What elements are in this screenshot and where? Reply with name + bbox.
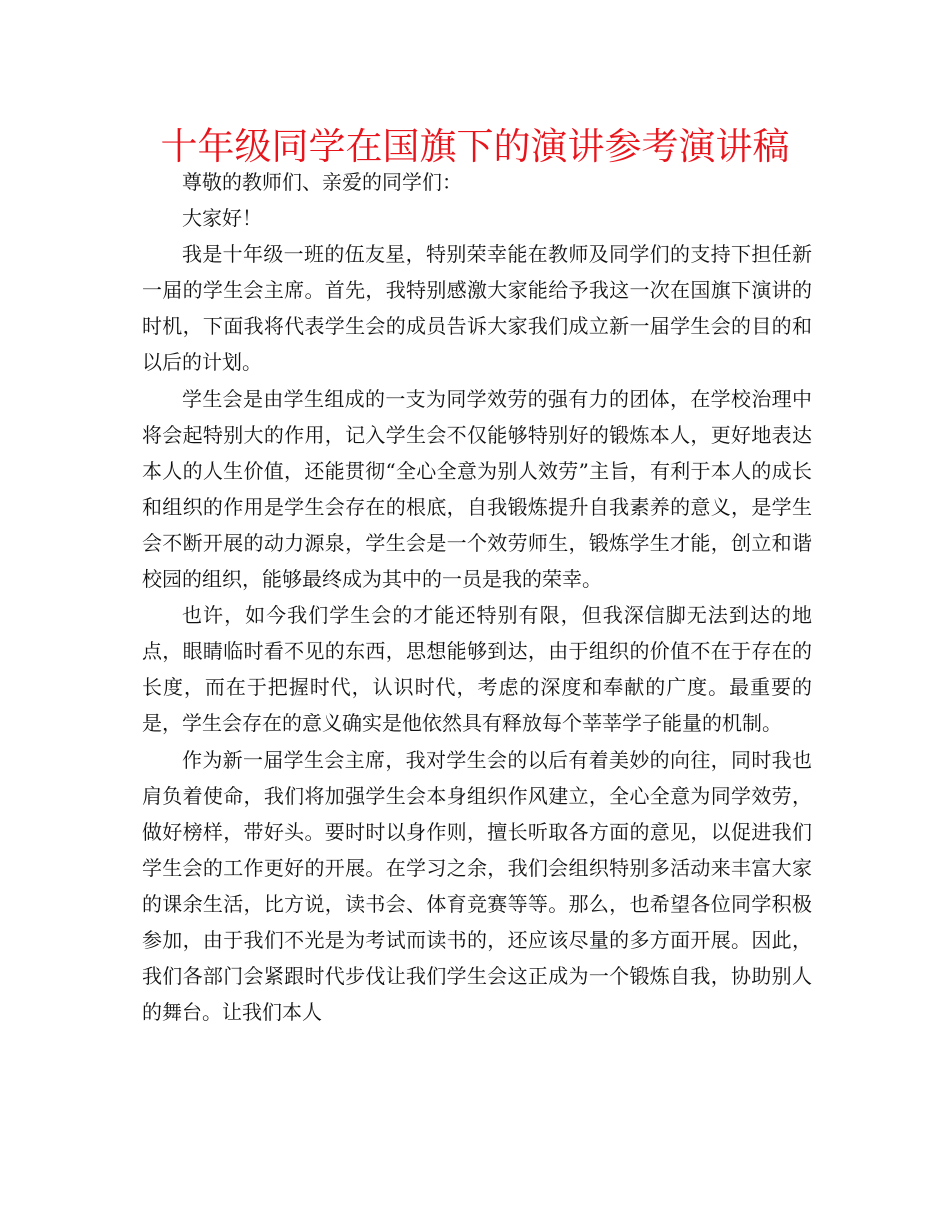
- body-paragraph: 也许，如今我们学生会的才能还特别有限，但我深信脚无法到达的地点，眼睛临时看不见的东西，思想能够到达，由于组织的价值不在于存在的长度，而在于把握时代，认识时代，考虑的深度和奉献的广度。最重要的是，学生会存在的意义确实是他依然具有释放每个莘莘学子能量的机制。: [142, 603, 812, 736]
- salutation: 尊敬的教师们、亲爱的同学们：: [182, 170, 462, 194]
- document-title: 十年级同学在国旗下的演讲参考演讲稿: [160, 125, 790, 168]
- document-body: [142, 164, 812, 1030]
- body-paragraph: 学生会是由学生组成的一支为同学效劳的强有力的团体，在学校治理中将会起特别大的作用，记入学生会不仅能够特别好的锻炼本人，更好地表达本人的人生价值，还能贯彻“全心全意为别人效劳”主旨，有利于本人的成长和组织的作用是学生会存在的根底，自我锻炼提升自我素养的意义，是学生会不断开展的动力源泉，学生会是一个效劳师生，锻炼学生才能，创立和谐校园的组织，能够最终成为其中的一员是我的荣幸。: [142, 386, 812, 592]
- body-paragraph: 我是十年级一班的伍友星，特别荣幸能在教师及同学们的支持下担任新一届的学生会主席。首先，我特别感激大家能给予我这一次在国旗下演讲的时机，下面我将代表学生会的成员告诉大家我们成立新一届学生会的目的和以后的计划。: [142, 242, 812, 375]
- greeting: 大家好！: [182, 206, 262, 231]
- body-paragraph: 作为新一届学生会主席，我对学生会的以后有着美妙的向往，同时我也肩负着使命，我们将加强学生会本身组织作风建立，全心全意为同学效劳，做好榜样，带好头。要时时以身作则，擅长听取各方面的意见，以促进我们学生会的工作更好的开展。在学习之余，我们会组织特别多活动来丰富大家的课余生活，比方说，读书会、体育竞赛等等。那么，也希望各位同学积极参加，由于我们不光是为考试而读书的，还应该尽量的多方面开展。因此，我们各部门会紧跟时代步伐让我们学生会这正成为一个锻炼自我，协助别人的舞台。让我们本人: [142, 747, 812, 1025]
